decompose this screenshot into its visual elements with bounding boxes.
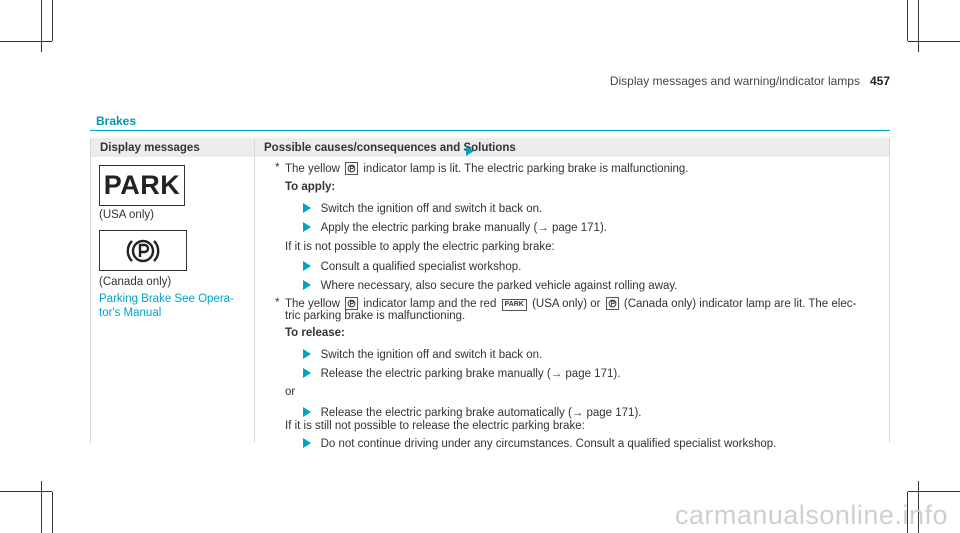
table-header [90, 138, 890, 157]
parking-brake-icon [345, 162, 358, 178]
instruction-note: If it is not possible to apply the electric parking brake: [285, 241, 555, 253]
instruction-step: Switch the ignition off and switch it back on. [303, 349, 542, 361]
park-icon: PARK [502, 299, 527, 311]
action-arrow-icon [303, 407, 311, 417]
cause-line: The yellow indicator lamp is lit. The electric parking brake is malfunctioning. [285, 162, 689, 178]
section-title: Brakes [96, 114, 137, 128]
manual-link[interactable]: Parking Brake See Opera- tor's Manual [99, 293, 234, 319]
cause-bullet: * [275, 162, 280, 174]
instruction-step: Switch the ignition off and switch it back on. [303, 203, 542, 215]
crop-mark [908, 491, 960, 492]
table-border-left [90, 138, 91, 443]
or-text: or [285, 386, 296, 398]
instruction-step: Do not continue driving under any circumstances. Consult a qualified specialist workshop. [303, 438, 776, 450]
parking-brake-symbol [99, 230, 187, 271]
action-arrow-icon [303, 438, 311, 448]
col1-header: Display messages [100, 142, 200, 154]
action-arrow-icon [303, 222, 311, 232]
instruction-step: Apply the electric parking brake manually (→ page 171). [303, 222, 607, 234]
instruction-step: Release the electric parking brake manually (→ page 171). [303, 368, 620, 380]
crop-mark [41, 0, 42, 52]
col2-header: Possible causes/consequences and Solutions [264, 142, 516, 154]
running-header [610, 74, 890, 88]
page-number: 457 [869, 74, 890, 88]
park-warning-symbol: PARK [99, 165, 185, 206]
crop-mark [918, 0, 919, 52]
crop-mark [908, 41, 960, 42]
action-arrow-icon [303, 368, 311, 378]
instruction-note: If it is still not possible to release the electric parking brake: [285, 420, 585, 432]
parking-brake-icon [606, 297, 619, 313]
running-title: Display messages and warning/indicator lamps [609, 74, 860, 88]
to-apply-label: To apply: [285, 181, 336, 193]
action-arrow-icon [303, 203, 311, 213]
action-arrow-icon [303, 349, 311, 359]
instruction-step: Where necessary, also secure the parked vehicle against rolling away. [303, 280, 678, 292]
section-rule [90, 130, 890, 131]
crop-mark [0, 41, 52, 42]
parking-brake-icon [125, 233, 161, 269]
table-border-right [889, 138, 890, 443]
crop-mark [52, 0, 53, 41]
crop-mark [41, 481, 42, 533]
watermark: carmanualsonline.info [674, 500, 948, 530]
crop-mark [0, 491, 52, 492]
action-arrow-icon [466, 146, 474, 156]
cause-line: tric parking brake is malfunctioning. [285, 310, 466, 322]
canada-only-note: (Canada only) [99, 276, 172, 288]
crop-mark [52, 492, 53, 533]
action-arrow-icon [303, 280, 311, 290]
cause-bullet: * [275, 297, 280, 309]
action-arrow-icon [303, 261, 311, 271]
usa-only-note: (USA only) [99, 209, 154, 221]
instruction-step: Consult a qualified specialist workshop. [303, 261, 521, 273]
crop-mark [907, 0, 908, 41]
column-divider [254, 138, 255, 443]
cause-line: The yellow indicator lamp and the red PARK (USA only) or (Canada only) indicator lamp are lit. The elec- [285, 297, 856, 313]
instruction-step: Release the electric parking brake automatically (→ page 171). [303, 407, 641, 419]
to-release-label: To release: [285, 327, 345, 339]
